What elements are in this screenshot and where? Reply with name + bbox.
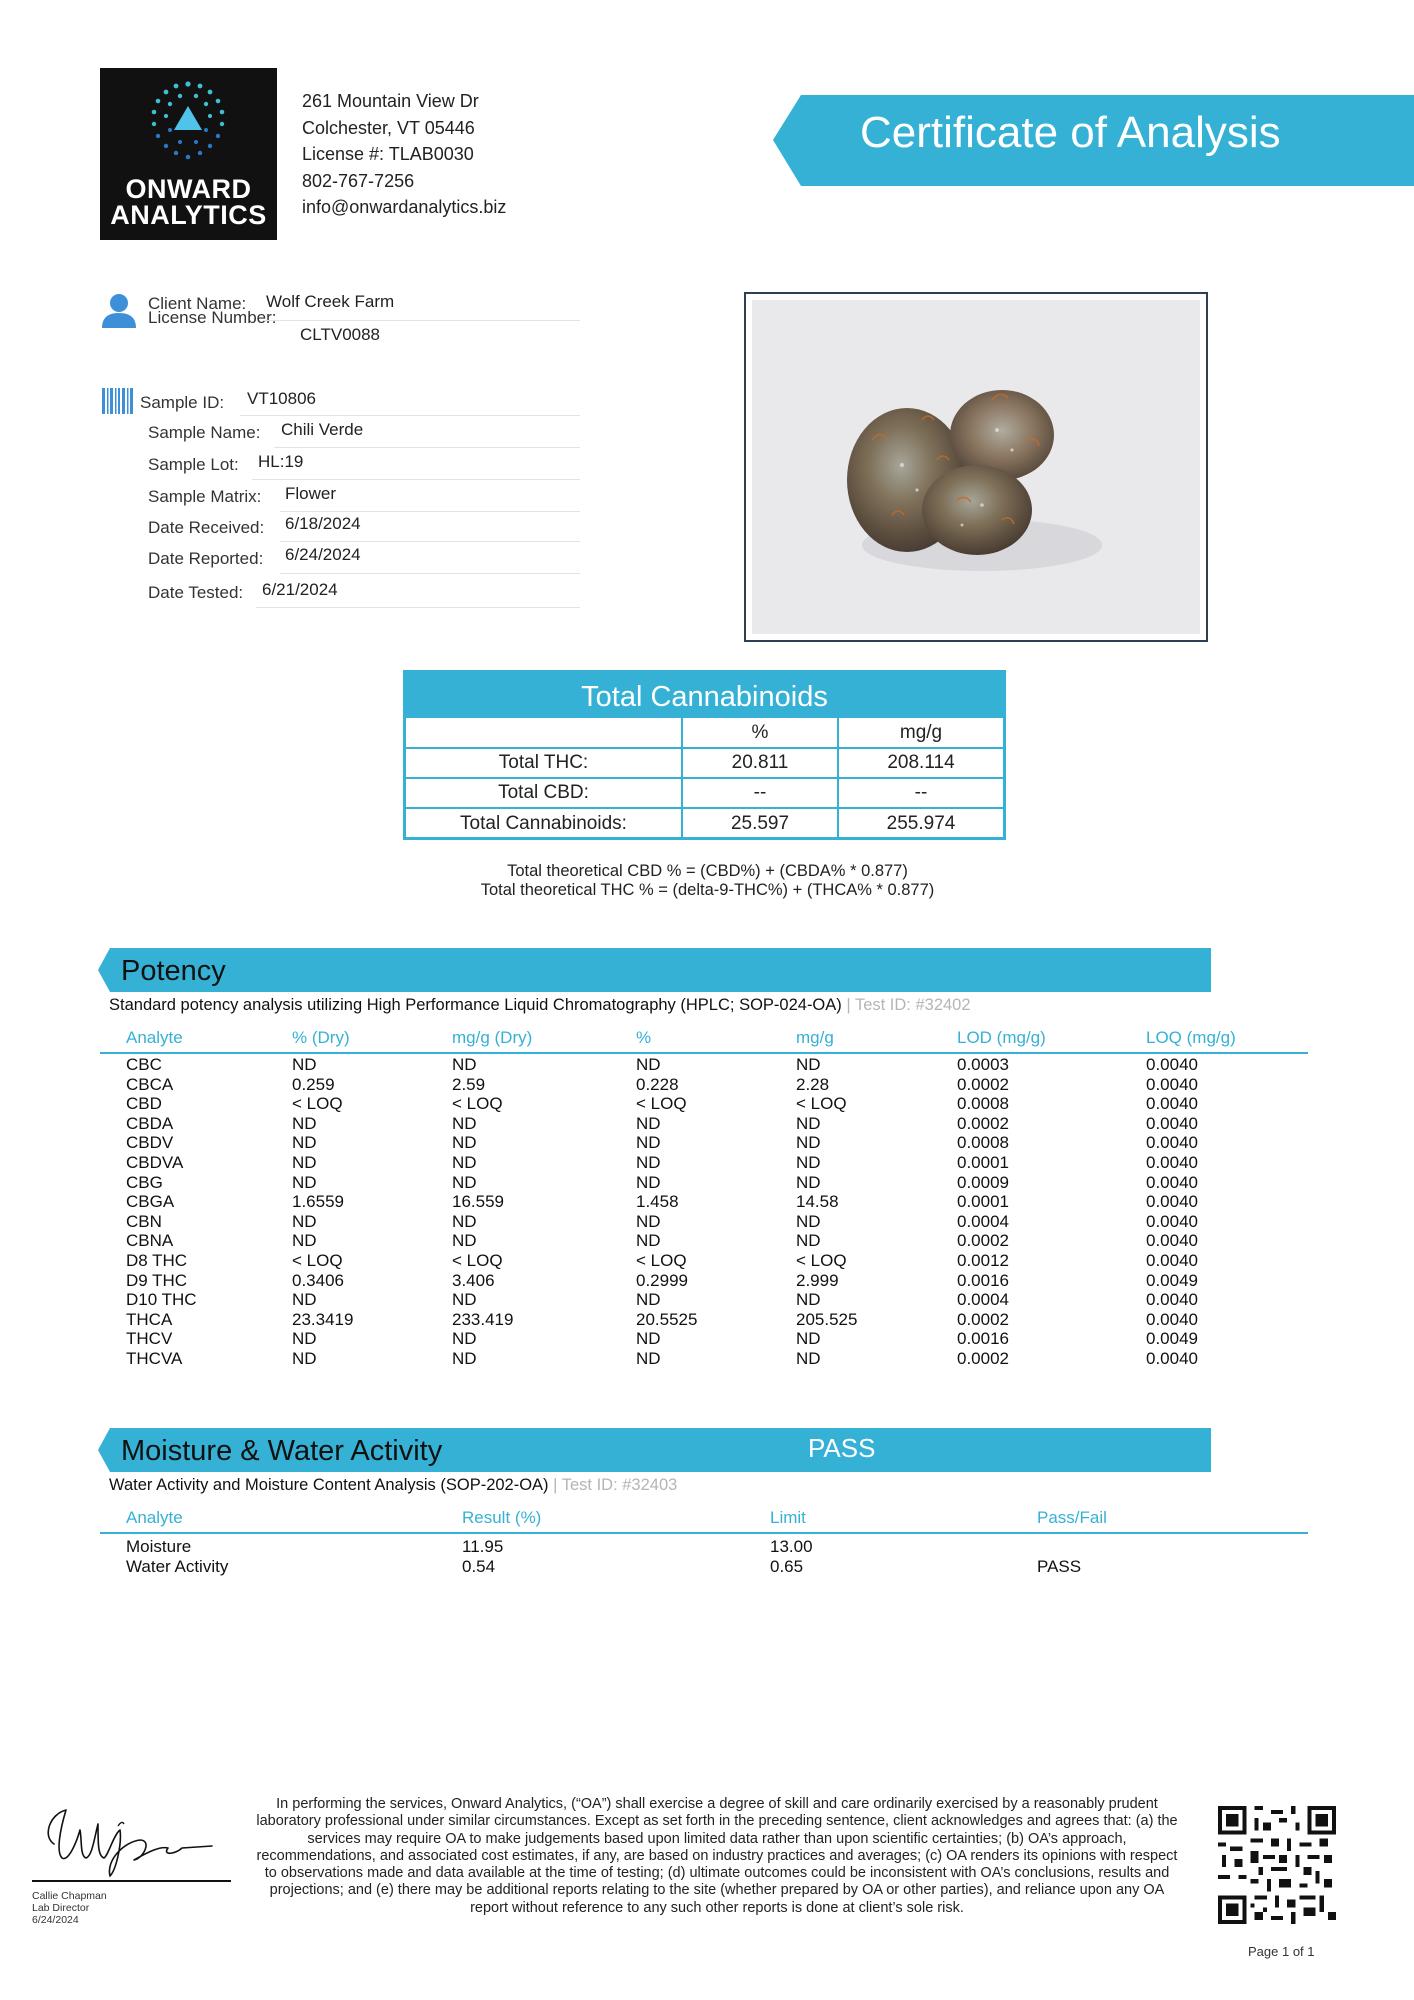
barcode-icon: [102, 388, 134, 414]
license-number: CLTV0088: [300, 325, 381, 344]
total-cannabinoids-title: Total Cannabinoids: [406, 673, 1003, 718]
table-cell-pct: ND: [636, 1113, 661, 1133]
table-cell-mg: ND: [796, 1329, 821, 1349]
table-cell-lod: 0.0001: [957, 1153, 1009, 1172]
row-label: Total THC:: [406, 748, 682, 778]
table-cell-mg-dry: 3.406: [452, 1270, 495, 1290]
table-cell: [406, 718, 682, 748]
table-cell-mg-dry: < LOQ: [452, 1251, 503, 1270]
moisture-status-badge: PASS: [808, 1433, 876, 1463]
qr-code-icon[interactable]: [1218, 1806, 1336, 1924]
table-cell-loq: 0.0040: [1146, 1231, 1198, 1251]
date-received-label: Date Received:: [148, 518, 265, 537]
table-cell-lod: 0.0016: [957, 1329, 1009, 1349]
table-cell-pct-dry: ND: [292, 1231, 317, 1251]
table-cell-mg-dry: ND: [452, 1329, 477, 1349]
table-cell-loq: 0.0040: [1146, 1349, 1198, 1368]
table-header-row: [406, 718, 1003, 748]
sample-id-label: Sample ID:: [140, 393, 225, 412]
date-received: 6/18/2024: [285, 514, 361, 533]
table-cell-pct: 0.228: [636, 1074, 679, 1094]
table-cell-analyte: THCV: [126, 1329, 173, 1349]
table-cell-mg-dry: ND: [452, 1113, 477, 1133]
address-license: License #: TLAB0030: [302, 144, 474, 164]
moisture-subtitle: [109, 1476, 677, 1495]
col-header-lod: LOD (mg/g): [957, 1028, 1046, 1047]
col-header-limit: Limit: [770, 1508, 806, 1527]
potency-test-id: | Test ID: #32402: [846, 996, 971, 1014]
address-street: 261 Mountain View Dr: [302, 91, 479, 111]
table-cell-mg: < LOQ: [796, 1094, 847, 1114]
table-cell-analyte: CBD: [126, 1094, 162, 1114]
col-header-mg: mg/g: [796, 1028, 834, 1047]
divider: [252, 479, 580, 480]
sample-name: Chili Verde: [281, 420, 364, 439]
table-cell-pct-dry: ND: [292, 1211, 317, 1231]
table-cell-lod: 0.0002: [957, 1231, 1009, 1251]
table-cell-mg-dry: ND: [452, 1231, 477, 1251]
table-cell-analyte: Moisture: [126, 1537, 192, 1556]
potency-subtitle: [109, 996, 971, 1015]
col-header-pass-fail: Pass/Fail: [1037, 1508, 1107, 1527]
table-cell-analyte: THCA: [126, 1309, 173, 1329]
table-cell-lod: 0.0009: [957, 1172, 1009, 1192]
table-cell-mg: ND: [796, 1211, 821, 1231]
table-cell-mg-dry: ND: [452, 1172, 477, 1192]
date-reported: 6/24/2024: [285, 545, 361, 564]
sample-photo: [744, 292, 1208, 642]
table-cell-mg: 2.999: [796, 1270, 839, 1290]
col-header-analyte: Analyte: [126, 1028, 183, 1047]
potency-banner: [98, 948, 1211, 992]
table-cell-pct: ND: [636, 1153, 661, 1172]
table-cell-analyte: D9 THC: [126, 1270, 188, 1290]
signer-date: 6/24/2024: [32, 1914, 79, 1926]
table-cell-pct: ND: [636, 1349, 661, 1368]
signer-info: [32, 1890, 107, 1926]
company-logo: [100, 68, 277, 240]
table-cell-lod: 0.0016: [957, 1270, 1009, 1290]
row-pct: 25.597: [682, 808, 838, 838]
table-cell-loq: 0.0040: [1146, 1153, 1198, 1172]
person-icon: [100, 292, 138, 330]
table-cell-pct-dry: 1.6559: [292, 1192, 344, 1212]
table-cell-loq: 0.0040: [1146, 1074, 1198, 1094]
table-cell-mg: 2.28: [796, 1074, 830, 1094]
potency-title: Potency: [121, 955, 226, 987]
table-cell-lod: 0.0002: [957, 1309, 1009, 1329]
table-cell-pct: < LOQ: [636, 1094, 687, 1114]
table-cell-pct: 1.458: [636, 1192, 679, 1212]
divider: [264, 320, 580, 321]
table-cell-analyte: Water Activity: [126, 1556, 229, 1576]
table-cell-pct: ND: [636, 1133, 661, 1153]
total-cannabinoids-box: [403, 670, 1006, 840]
table-cell-loq: 0.0040: [1146, 1055, 1198, 1074]
table-cell-pct-dry: ND: [292, 1329, 317, 1349]
col-header-pct: %: [636, 1028, 652, 1047]
col-header-loq: LOQ (mg/g): [1146, 1028, 1236, 1047]
table-cell-mg-dry: ND: [452, 1055, 477, 1074]
table-cell-mg: ND: [796, 1349, 821, 1368]
client-name: Wolf Creek Farm: [266, 292, 395, 311]
col-header-result: Result (%): [462, 1508, 542, 1527]
table-cell-mg-dry: ND: [452, 1133, 477, 1153]
table-cell-pct-dry: ND: [292, 1153, 317, 1172]
table-cell-mg-dry: 2.59: [452, 1074, 486, 1094]
table-cell-pct-dry: ND: [292, 1172, 317, 1192]
table-cell-loq: 0.0049: [1146, 1270, 1198, 1290]
row-mg: 255.974: [838, 808, 1003, 838]
row-pct: 20.811: [682, 748, 838, 778]
table-cell-result: 0.54: [462, 1556, 496, 1576]
page-number: Page 1 of 1: [1248, 1944, 1315, 1959]
table-cell-analyte: CBDV: [126, 1133, 174, 1153]
signature-image: [36, 1800, 216, 1878]
table-cell-pct-dry: ND: [292, 1113, 317, 1133]
table-cell-mg-dry: 233.419: [452, 1309, 514, 1329]
table-row: [406, 778, 1003, 808]
row-pct: --: [682, 778, 838, 808]
table-cell-analyte: D8 THC: [126, 1251, 188, 1270]
table-cell-pct-dry: 0.3406: [292, 1270, 344, 1290]
table-cell-limit: 0.65: [770, 1556, 804, 1576]
total-cannabinoids-table: [406, 718, 1003, 838]
table-cell-analyte: CBN: [126, 1211, 162, 1231]
sample-matrix: Flower: [285, 484, 337, 503]
table-cell-pct-dry: < LOQ: [292, 1251, 343, 1270]
table-cell-mg: 205.525: [796, 1309, 858, 1329]
table-cell-mg-dry: 16.559: [452, 1192, 504, 1212]
table-cell-loq: 0.0040: [1146, 1192, 1198, 1212]
table-cell-analyte: THCVA: [126, 1349, 183, 1368]
table-row: [406, 808, 1003, 838]
address-email[interactable]: info@onwardanalytics.biz: [302, 197, 507, 217]
table-header-pct: %: [682, 718, 838, 748]
formula-thc: Total theoretical THC % = (delta-9-THC%) + (THCA% * 0.877): [480, 881, 935, 899]
table-cell-pct-dry: ND: [292, 1349, 317, 1368]
table-cell-mg: ND: [796, 1113, 821, 1133]
table-cell-pct: ND: [636, 1211, 661, 1231]
divider: [240, 415, 580, 416]
potency-method: Standard potency analysis utilizing High Performance Liquid Chromatography (HPLC; SOP-024-OA): [109, 996, 842, 1014]
row-label: Total CBD:: [406, 778, 682, 808]
divider: [280, 573, 580, 574]
table-cell-mg: ND: [796, 1231, 821, 1251]
table-cell-pct-dry: ND: [292, 1290, 317, 1310]
legal-disclaimer: In performing the services, Onward Analytics, (“OA”) shall exercise a degree of skill and care ordinarily exercised by a reasonably prudent laboratory professional under similar circumstances. Except as set forth in the preceding sentence, client acknowledges and agrees that: (a) the services may require OA to make judgements based upon limited data rather than upon scientific certainties; (b) OA’s approach, recommendations, and associated cost estimates, if any, are based on industry practices and averages; (c) OA renders its opinions with respect to observations made and data available at the time of testing; (d) ultimate outcomes could be inconsistent with OA’s conclusions, results and projections; and (e) there may be additional reports relating to the site (whether prepared by OA or other parties), and reliance upon any OA report without reference to any such other reports is done at client’s sole risk.: [256, 1796, 1178, 1916]
logo-dots-icon: [140, 78, 237, 168]
logo-word-analytics: ANALYTICS: [110, 200, 267, 230]
table-cell-limit: 13.00: [770, 1537, 813, 1556]
table-cell-loq: 0.0040: [1146, 1172, 1198, 1192]
table-cell-mg: ND: [796, 1055, 821, 1074]
table-cell-mg: ND: [796, 1153, 821, 1172]
table-cell-analyte: CBDVA: [126, 1153, 184, 1172]
license-number-label: License Number:: [148, 308, 277, 327]
table-row: [406, 748, 1003, 778]
table-cell-mg-dry: ND: [452, 1290, 477, 1310]
formula-cbd: Total theoretical CBD % = (CBD%) + (CBDA% * 0.877): [507, 862, 908, 880]
table-cell-analyte: CBC: [126, 1055, 162, 1074]
table-cell-analyte: CBGA: [126, 1192, 175, 1212]
table-cell-pct: 20.5525: [636, 1309, 698, 1329]
table-cell-lod: 0.0003: [957, 1055, 1009, 1074]
table-cell-result: 11.95: [462, 1537, 504, 1556]
sample-lot: HL:19: [258, 452, 304, 471]
table-cell-pass-fail: PASS: [1037, 1556, 1082, 1576]
moisture-test-id: | Test ID: #32403: [553, 1476, 678, 1494]
row-mg: --: [838, 778, 1003, 808]
table-cell-lod: 0.0008: [957, 1133, 1009, 1153]
col-header-pct-dry: % (Dry): [292, 1028, 350, 1047]
table-cell-pct-dry: ND: [292, 1133, 317, 1153]
divider: [256, 607, 580, 608]
table-cell-loq: 0.0049: [1146, 1329, 1198, 1349]
table-cell-pct: ND: [636, 1231, 661, 1251]
table-cell-pct: ND: [636, 1055, 661, 1074]
divider: [280, 511, 580, 512]
moisture-header-rule: [100, 1532, 1308, 1534]
table-cell-lod: 0.0004: [957, 1211, 1009, 1231]
divider: [280, 541, 580, 542]
table-cell-loq: 0.0040: [1146, 1211, 1198, 1231]
table-cell-lod: 0.0002: [957, 1349, 1009, 1368]
table-cell-analyte: CBG: [126, 1172, 163, 1192]
date-reported-label: Date Reported:: [148, 549, 264, 568]
table-cell-mg: ND: [796, 1133, 821, 1153]
page-title: Certificate of Analysis: [860, 108, 1281, 157]
signature-line: [32, 1880, 231, 1882]
table-header-mg: mg/g: [838, 718, 1003, 748]
logo-word-onward: ONWARD: [125, 174, 252, 204]
col-header-analyte: Analyte: [126, 1508, 183, 1527]
table-cell-pct: 0.2999: [636, 1270, 688, 1290]
divider: [274, 447, 580, 448]
table-cell-analyte: CBNA: [126, 1231, 174, 1251]
signer-title: Lab Director: [32, 1902, 90, 1914]
lab-address: [302, 88, 506, 221]
table-cell-mg-dry: ND: [452, 1153, 477, 1172]
table-cell-analyte: D10 THC: [126, 1290, 197, 1310]
row-label: Total Cannabinoids:: [406, 808, 682, 838]
table-cell-mg: ND: [796, 1172, 821, 1192]
table-cell-mg-dry: ND: [452, 1349, 477, 1368]
table-cell-analyte: CBCA: [126, 1074, 174, 1094]
table-cell-pct: < LOQ: [636, 1251, 687, 1270]
table-cell-lod: 0.0008: [957, 1094, 1009, 1114]
table-cell-pct: ND: [636, 1172, 661, 1192]
client-name-label: Client Name:: [148, 294, 247, 313]
potency-header-rule: [100, 1052, 1308, 1054]
sample-name-label: Sample Name:: [148, 423, 261, 442]
table-cell-analyte: CBDA: [126, 1113, 174, 1133]
table-cell-lod: 0.0002: [957, 1074, 1009, 1094]
table-cell-mg-dry: ND: [452, 1211, 477, 1231]
table-cell-loq: 0.0040: [1146, 1113, 1198, 1133]
table-cell-loq: 0.0040: [1146, 1290, 1198, 1310]
table-cell-mg: ND: [796, 1290, 821, 1310]
col-header-mg-dry: mg/g (Dry): [452, 1028, 533, 1047]
date-tested-label: Date Tested:: [148, 583, 244, 602]
address-city: Colchester, VT 05446: [302, 117, 475, 138]
table-cell-pct-dry: ND: [292, 1055, 317, 1074]
signer-name: Callie Chapman: [32, 1890, 107, 1902]
cannabis-flower-image: [752, 300, 1200, 634]
table-cell-pct: ND: [636, 1290, 661, 1310]
sample-matrix-label: Sample Matrix:: [148, 487, 262, 506]
table-cell-pct-dry: 23.3419: [292, 1309, 354, 1329]
table-cell-loq: 0.0040: [1146, 1309, 1198, 1329]
table-cell-mg-dry: < LOQ: [452, 1094, 503, 1114]
table-cell-lod: 0.0001: [957, 1192, 1009, 1212]
sample-lot-label: Sample Lot:: [148, 455, 239, 474]
moisture-method: Water Activity and Moisture Content Analysis (SOP-202-OA): [109, 1476, 549, 1494]
row-mg: 208.114: [838, 748, 1003, 778]
table-cell-loq: 0.0040: [1146, 1251, 1198, 1270]
table-cell-lod: 0.0012: [957, 1251, 1009, 1270]
table-cell-mg: < LOQ: [796, 1251, 847, 1270]
table-cell-loq: 0.0040: [1146, 1133, 1198, 1153]
table-cell-loq: 0.0040: [1146, 1094, 1198, 1114]
moisture-title: Moisture & Water Activity: [121, 1435, 443, 1467]
table-cell-lod: 0.0002: [957, 1113, 1009, 1133]
sample-id: VT10806: [247, 389, 316, 408]
table-cell-pct: ND: [636, 1329, 661, 1349]
table-cell-pct-dry: < LOQ: [292, 1094, 343, 1114]
table-cell-pct-dry: 0.259: [292, 1074, 335, 1094]
address-phone: 802-767-7256: [302, 170, 415, 191]
table-cell-mg: 14.58: [796, 1192, 839, 1212]
date-tested: 6/21/2024: [262, 580, 338, 599]
table-cell-lod: 0.0004: [957, 1290, 1009, 1310]
